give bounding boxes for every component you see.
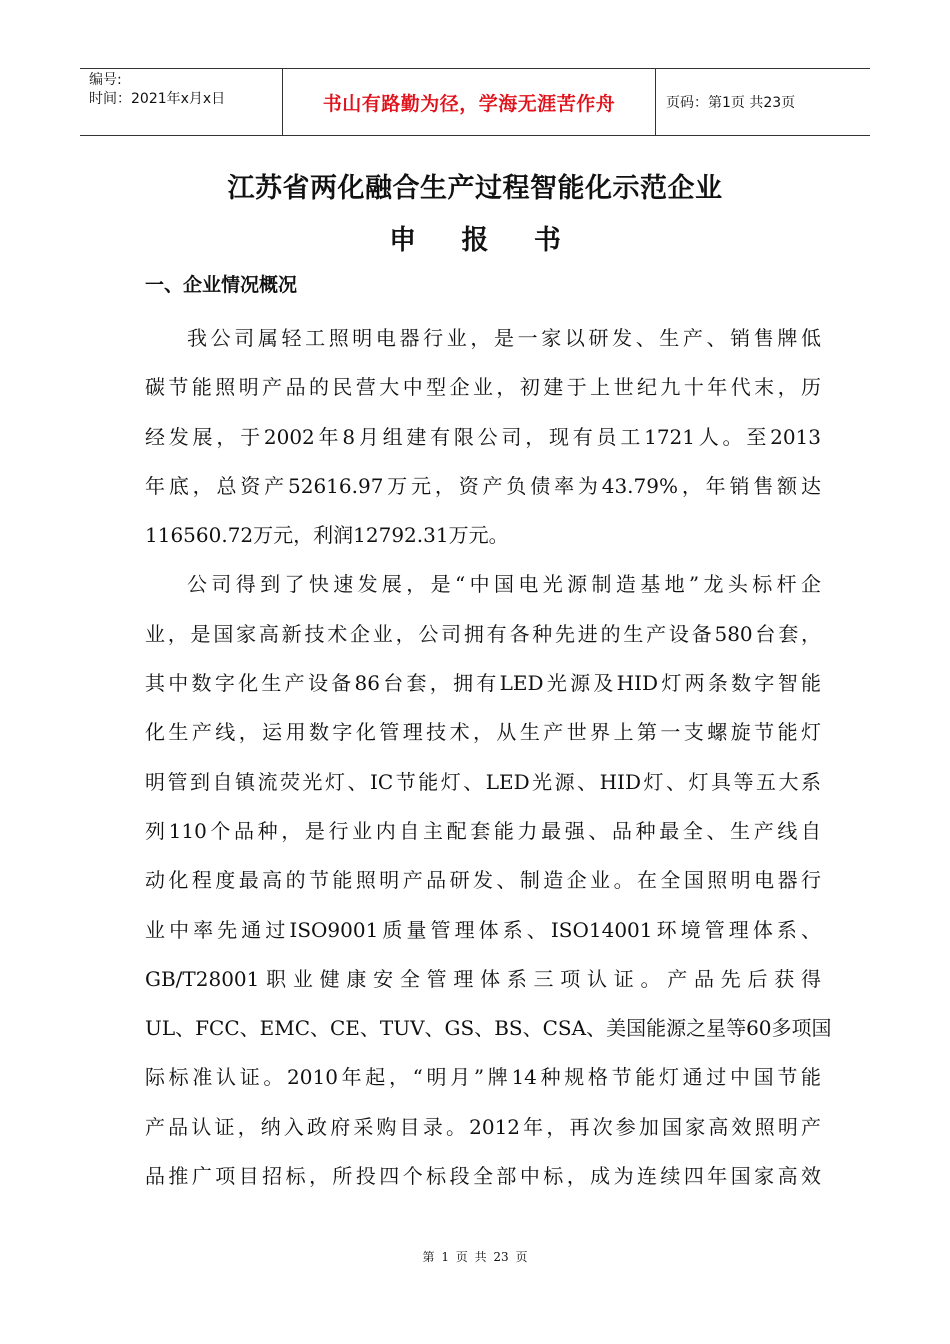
- paragraph-line: 116560.72万元，利润12792.31万元。: [145, 523, 509, 548]
- section-heading: 一、企业情况概况: [145, 274, 298, 296]
- paragraph-line: 品推广项目招标，所投四个标段全部中标，成为连续四年国家高效: [145, 1164, 821, 1189]
- paragraph-line: 业中率先通过ISO9001质量管理体系、ISO14001环境管理体系、: [145, 917, 821, 942]
- paragraph-line: 业，是国家高新技术企业，公司拥有各种先进的生产设备580台套，: [145, 621, 821, 646]
- paragraph-line: 际标准认证。2010年起，“明月”牌14种规格节能灯通过中国节能: [145, 1065, 821, 1090]
- paragraph-line: 其中数字化生产设备86台套，拥有LED光源及HID灯两条数字智能: [145, 671, 821, 696]
- paragraph-line: 列110个品种，是行业内自主配套能力最强、品种最全、生产线自: [145, 818, 821, 843]
- page-footer: 第 1 页 共 23 页: [422, 1250, 528, 1264]
- paragraph-line: 我公司属轻工照明电器行业，是一家以研发、生产、销售牌低: [187, 326, 821, 350]
- header-motto-cell: [282, 69, 656, 135]
- document-number-label: 编号:: [89, 72, 122, 88]
- paragraph-line: 经发展，于2002年8月组建有限公司，现有员工1721人。至2013: [145, 424, 821, 449]
- paragraph-line: 明管到自镇流荧光灯、IC节能灯、LED光源、HID灯、灯具等五大系: [145, 769, 821, 794]
- paragraph-line: 产品认证，纳入政府采购目录。2012年，再次参加国家高效照明产: [145, 1114, 821, 1139]
- paragraph-line: UL、FCC、EMC、CE、TUV、GS、BS、CSA、美国能源之星等60多项国: [145, 1016, 832, 1041]
- paragraph-line: 碳节能照明产品的民营大中型企业，初建于上世纪九十年代末，历: [145, 375, 821, 400]
- document-body: [145, 314, 832, 1201]
- paragraph-line: 年底，总资产52616.97万元，资产负债率为43.79%，年销售额达: [145, 473, 821, 498]
- document-time-label: 时间：2021年x月x日: [89, 91, 226, 107]
- document-title: 江苏省两化融合生产过程智能化示范企业: [227, 173, 723, 204]
- header-meta: [80, 69, 282, 135]
- paragraph-line: 动化程度最高的节能照明产品研发、制造企业。在全国照明电器行: [145, 868, 821, 893]
- paragraph-line: 化生产线，运用数字化管理技术，从生产世界上第一支螺旋节能灯: [145, 720, 821, 745]
- paragraph-line: GB/T28001职业健康安全管理体系三项认证。产品先后获得: [145, 966, 821, 991]
- header-page-info-cell: [656, 69, 870, 135]
- document-subtitle: 申 报 书: [389, 225, 561, 256]
- paragraph-line: 公司得到了快速发展，是“中国电光源制造基地”龙头标杆企: [187, 572, 821, 597]
- header-page-info: 页码：第1页 共23页: [666, 95, 796, 111]
- page-header: [80, 68, 870, 136]
- header-motto: 书山有路勤为径，学海无涯苦作舟: [322, 92, 616, 115]
